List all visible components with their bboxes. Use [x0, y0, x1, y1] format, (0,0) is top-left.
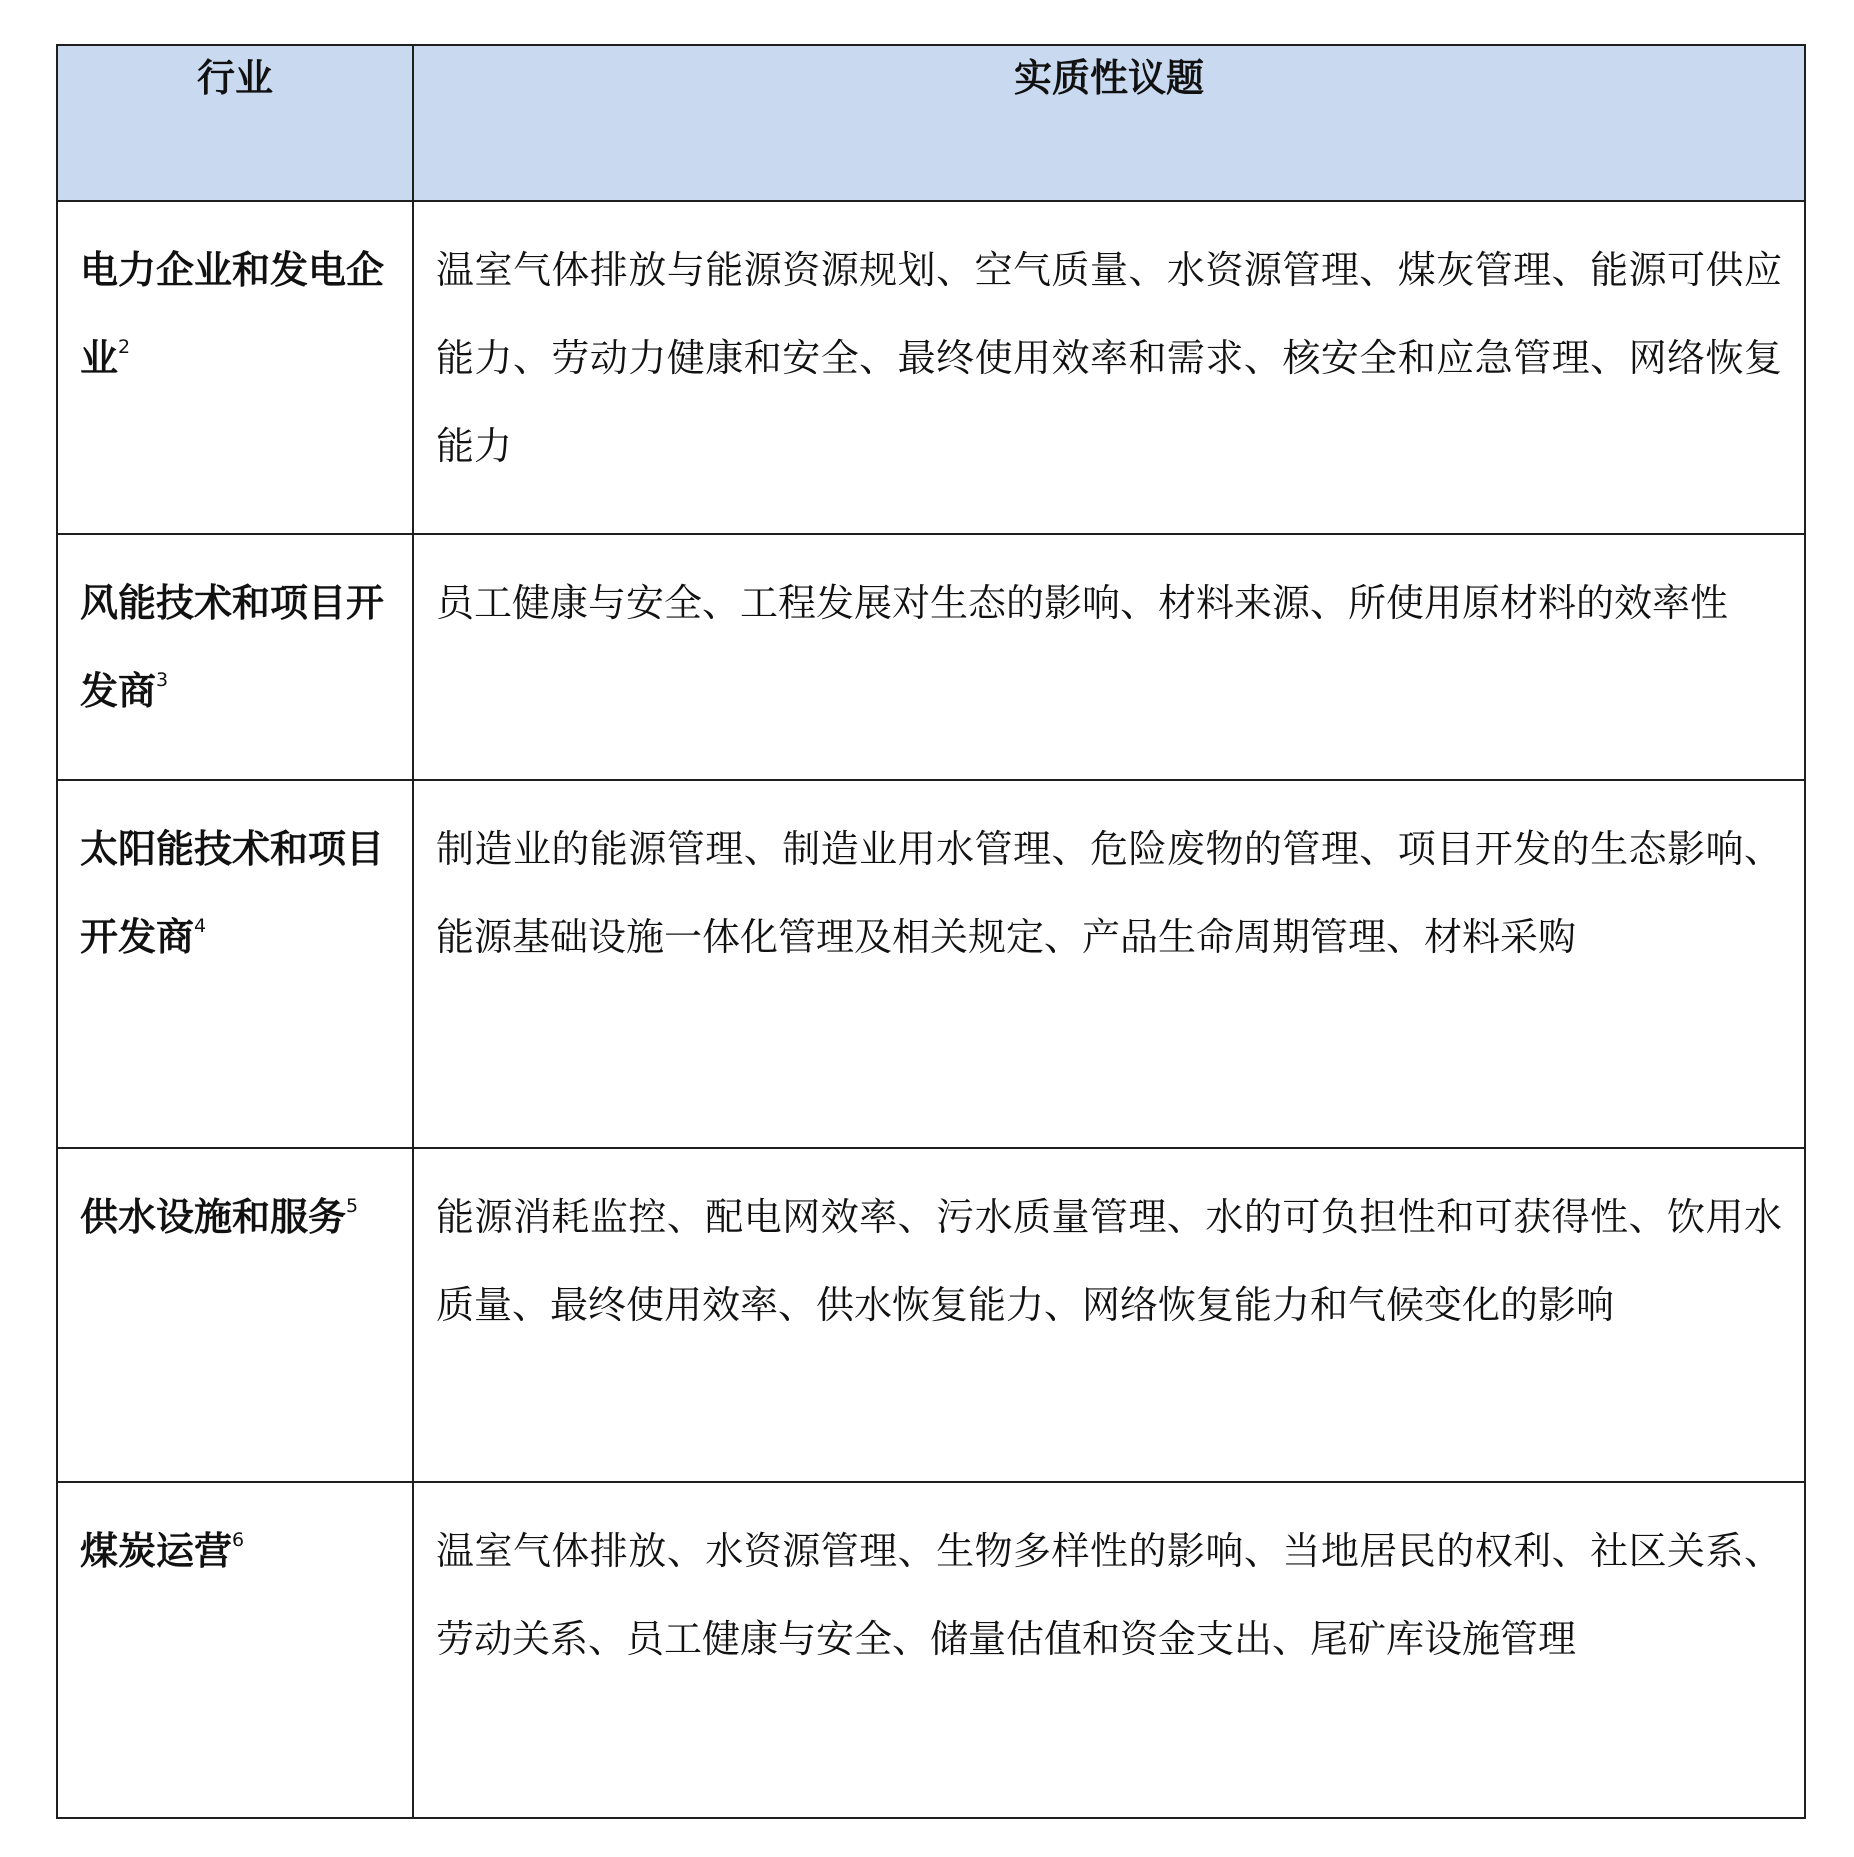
header-row [57, 45, 1805, 201]
footnote-marker: 3 [156, 669, 169, 691]
table-row [57, 534, 1805, 780]
industry-name: 煤炭运营 [80, 1529, 233, 1573]
table-header [57, 45, 1805, 201]
footnote-marker: 6 [232, 1529, 245, 1551]
footnote-marker: 4 [194, 915, 207, 937]
table-row [57, 201, 1805, 534]
topics-cell: 能源消耗监控、配电网效率、污水质量管理、水的可负担性和可获得性、饮用水质量、最终使用效率、供水恢复能力、网络恢复能力和气候变化的影响 [413, 1148, 1805, 1482]
industry-cell [57, 201, 413, 534]
footnote-marker: 2 [118, 336, 131, 358]
materiality-table [56, 44, 1806, 1819]
industry-cell [57, 1482, 413, 1818]
header-industry: 行业 [57, 45, 413, 201]
topics-cell: 温室气体排放与能源资源规划、空气质量、水资源管理、煤灰管理、能源可供应能力、劳动力健康和安全、最终使用效率和需求、核安全和应急管理、网络恢复能力 [413, 201, 1805, 534]
table-body [57, 201, 1805, 1818]
table-row [57, 1482, 1805, 1818]
topics-cell: 员工健康与安全、工程发展对生态的影响、材料来源、所使用原材料的效率性 [413, 534, 1805, 780]
industry-name: 风能技术和项目开发商 [80, 581, 385, 713]
industry-name: 太阳能技术和项目开发商 [80, 827, 385, 959]
industry-cell [57, 534, 413, 780]
industry-name: 供水设施和服务 [80, 1195, 347, 1239]
header-topics: 实质性议题 [413, 45, 1805, 201]
industry-cell [57, 780, 413, 1148]
topics-cell: 温室气体排放、水资源管理、生物多样性的影响、当地居民的权利、社区关系、劳动关系、员工健康与安全、储量估值和资金支出、尾矿库设施管理 [413, 1482, 1805, 1818]
table-row [57, 1148, 1805, 1482]
industry-cell [57, 1148, 413, 1482]
footnote-marker: 5 [346, 1195, 359, 1217]
topics-cell: 制造业的能源管理、制造业用水管理、危险废物的管理、项目开发的生态影响、能源基础设施一体化管理及相关规定、产品生命周期管理、材料采购 [413, 780, 1805, 1148]
table-row [57, 780, 1805, 1148]
industry-name: 电力企业和发电企业 [80, 248, 385, 380]
